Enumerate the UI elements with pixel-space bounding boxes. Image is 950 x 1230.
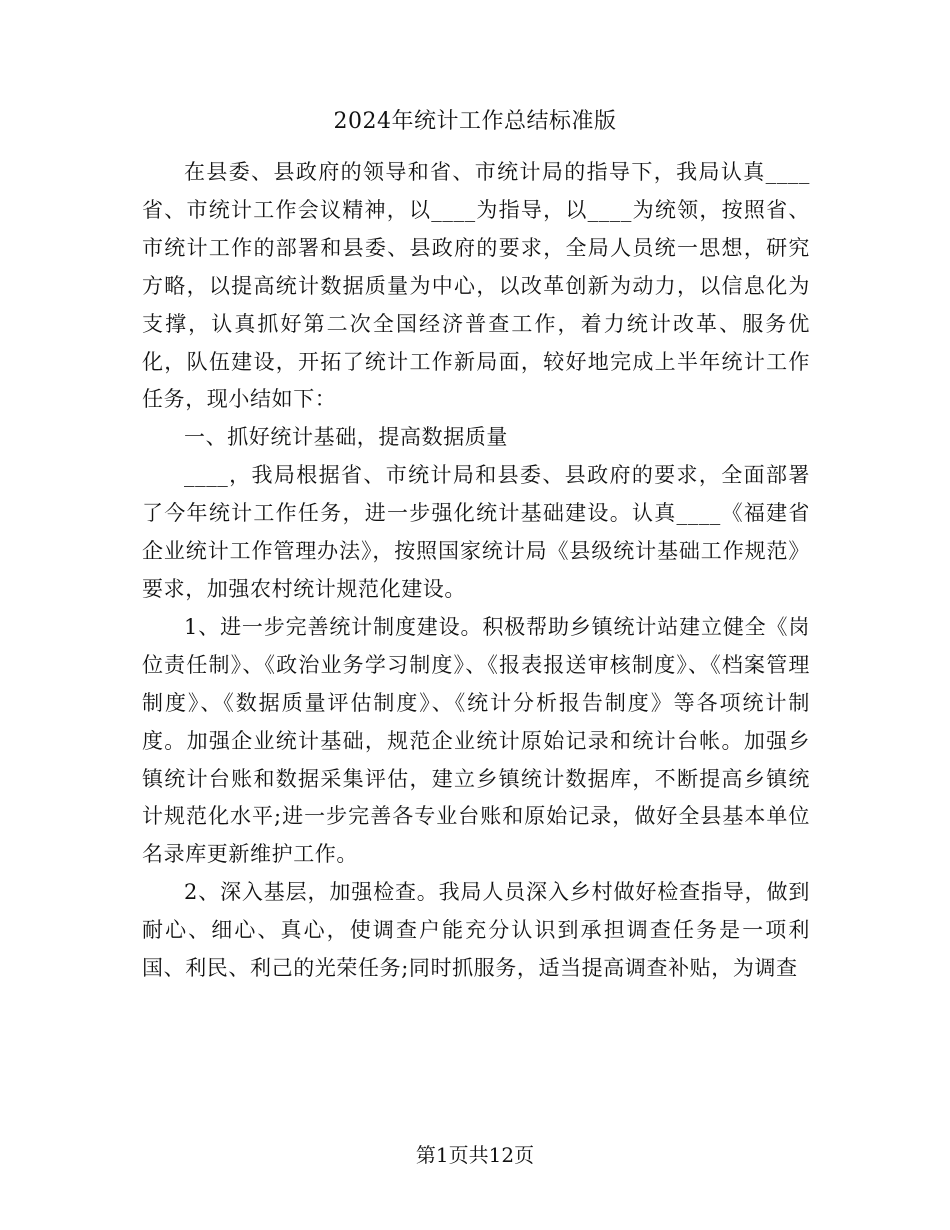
- page-number-footer: 第1页共12页: [415, 1143, 535, 1167]
- document-title: 2024年统计工作总结标准版: [333, 109, 617, 134]
- paragraph-item-2: 2、深入基层，加强检查。我局人员深入乡村做好检查指导，做到耐心、细心、真心，使调查户能充分认识到承担调查任务是一项利国、利民、利己的光荣任务;同时抓服务，适当提高调查补贴，为调查: [142, 880, 810, 981]
- paragraph-intro: 在县委、县政府的领导和省、市统计局的指导下，我局认真____省、市统计工作会议精神，以____为指导，以____为统领，按照省、市统计工作的部署和县委、县政府的要求，全局人员统一思想，研究方略，以提高统计数据质量为中心，以改革创新为动力，以信息化为支撑，认真抓好第二次全国经济普查工作，着力统计改革、服务优化，队伍建设，开拓了统计工作新局面，较好地完成上半年统计工作任务，现小结如下：: [142, 160, 810, 412]
- section-heading-1: 一、抓好统计基础，提高数据质量: [184, 425, 508, 450]
- paragraph-section-1: ____，我局根据省、市统计局和县委、县政府的要求，全面部署了今年统计工作任务，进一步强化统计基础建设。认真____《福建省企业统计工作管理办法》，按照国家统计局《县级统计基础工作规范》要求，加强农村统计规范化建设。: [142, 463, 810, 601]
- document-body: [142, 154, 810, 988]
- paragraph-item-1: 1、进一步完善统计制度建设。积极帮助乡镇统计站建立健全《岗位责任制》、《政治业务学习制度》、《报表报送审核制度》、《档案管理制度》、《数据质量评估制度》、《统计分析报告制度》等各项统计制度。加强企业统计基础，规范企业统计原始记录和统计台帐。加强乡镇统计台账和数据采集评估，建立乡镇统计数据库，不断提高乡镇统计规范化水平;进一步完善各专业台账和原始记录，做好全县基本单位名录库更新维护工作。: [142, 614, 810, 867]
